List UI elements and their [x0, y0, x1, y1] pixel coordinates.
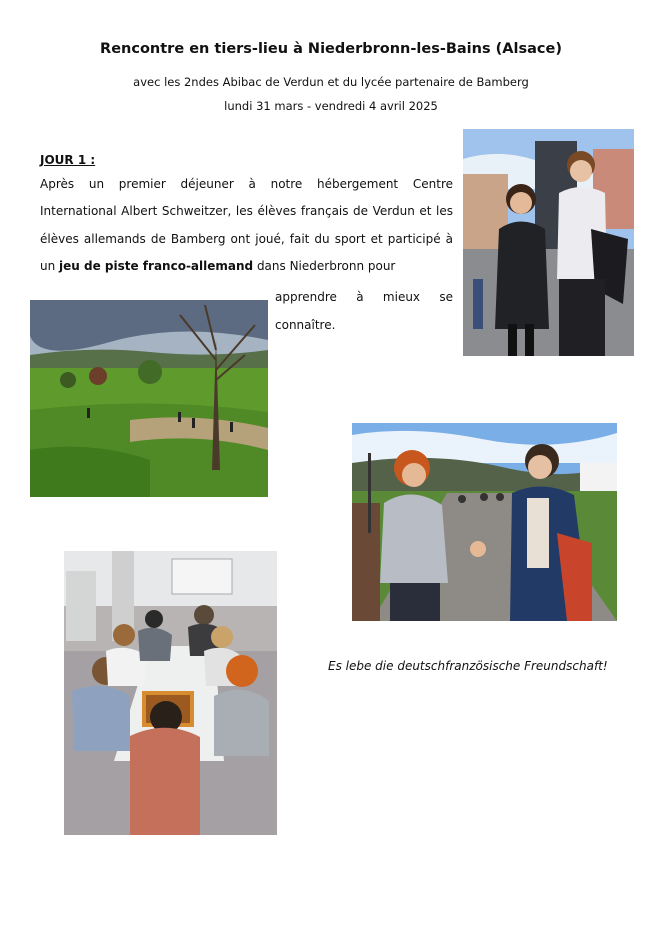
page-subtitle: avec les 2ndes Abibac de Verdun et du lycée partenaire de Bamberg: [133, 75, 529, 89]
page-dates: lundi 31 mars - vendredi 4 avril 2025: [224, 99, 438, 113]
day-paragraph: [40, 171, 453, 281]
photo-park-field: [30, 300, 268, 497]
paragraph-continuation: apprendre à mieux se connaître.: [275, 290, 453, 332]
paragraph-text-start: Après un premier déjeuner à notre hébergement Centre International Albert Schweitzer, les élèves français de Verdun et les élèves allemands de Bamberg ont joué, fait du sport et participé à un: [40, 177, 453, 274]
photo-students-phones: [463, 129, 634, 356]
paragraph-text-mid: dans Niederbronn pour: [253, 259, 396, 274]
photo-game-table: [64, 551, 277, 835]
friendship-quote: Es lebe die deutschfranzösische Freundschaft!: [328, 659, 608, 673]
page-title: Rencontre en tiers-lieu à Niederbronn-les-Bains (Alsace): [100, 41, 562, 57]
day-heading: JOUR 1 :: [40, 153, 96, 167]
paragraph-bold-text: jeu de piste franco-allemand: [59, 259, 254, 274]
photo-handshake: [352, 423, 617, 621]
